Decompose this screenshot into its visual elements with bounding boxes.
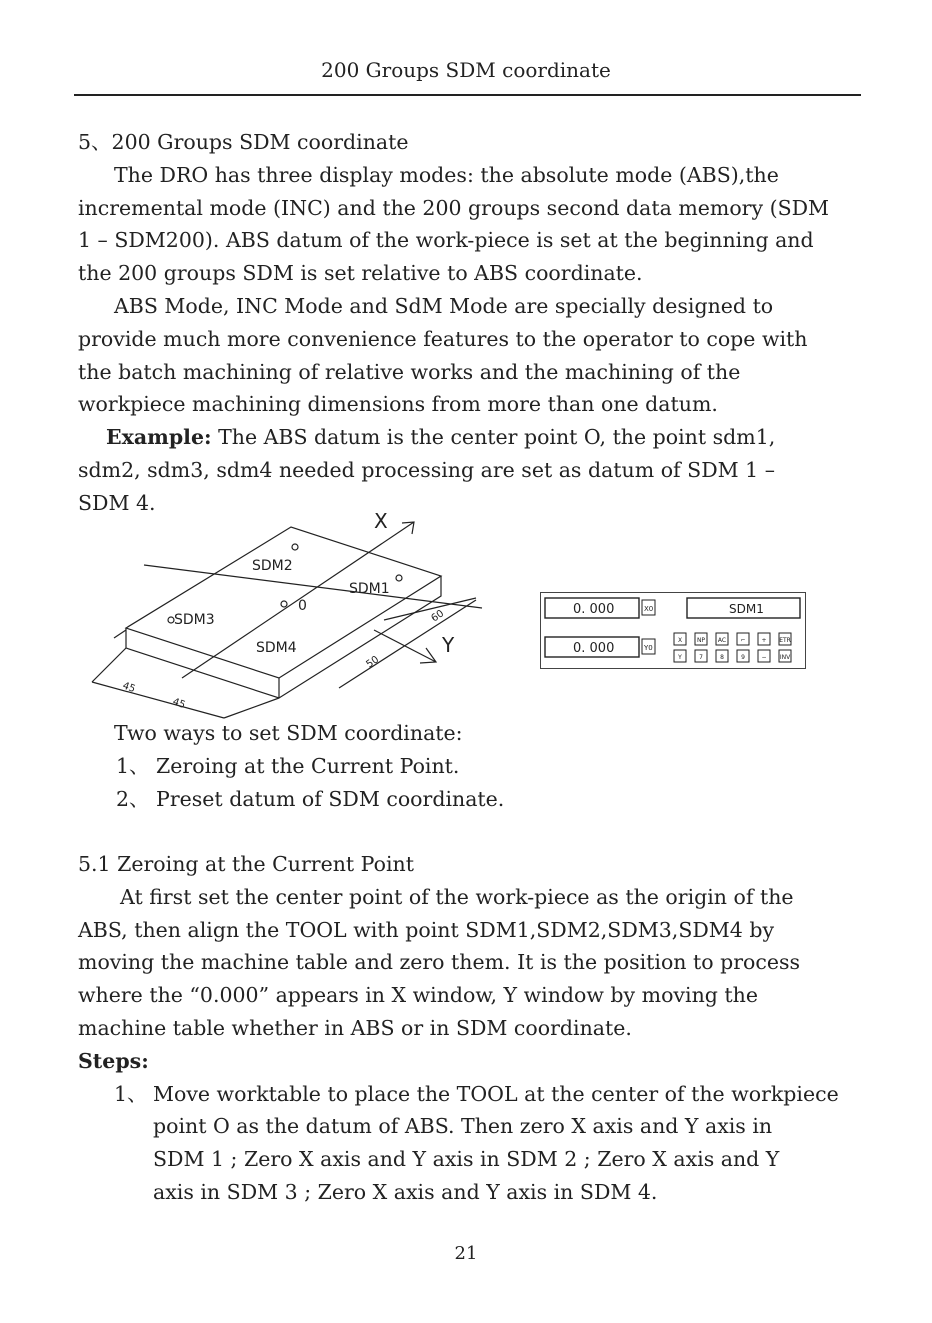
dim-label-45a: 45 <box>120 680 137 696</box>
key-label: INV <box>779 654 791 661</box>
step-text: SDM 1 ; Zero X axis and Y axis in SDM 2 ; Zero X axis and Y <box>153 1147 780 1172</box>
paragraph-line: machine table whether in ABS or in SDM coordinate. <box>78 1015 632 1040</box>
key-label: AC <box>717 637 727 644</box>
paragraph-line: where the “0.000” appears in X window, Y window by moving the <box>78 983 758 1008</box>
paragraph-line: moving the machine table and zero them. It is the position to process <box>78 950 801 975</box>
label-sdm3: SDM3 <box>174 612 215 628</box>
paragraph-line: ABS, then align the TOOL with point SDM1,SDM2,SDM3,SDM4 by <box>78 917 775 942</box>
x-axis-label: X <box>374 509 388 533</box>
label-sdm4: SDM4 <box>256 640 297 656</box>
section-heading: 5、200 Groups SDM coordinate <box>78 130 409 154</box>
ext-line <box>92 648 126 682</box>
paragraph-line: sdm2, sdm3, sdm4 needed processing are set as datum of SDM 1 – <box>78 457 775 482</box>
y-axis-arrow <box>374 630 436 662</box>
key-label: 8 <box>720 654 724 661</box>
ext-line <box>114 630 126 638</box>
step-text: point O as the datum of ABS. Then zero X axis and Y axis in <box>153 1114 773 1139</box>
example-label: Example: <box>106 425 212 450</box>
paragraph-line: ABS Mode, INC Mode and SdM Mode are specially designed to <box>114 293 774 318</box>
section-5-text <box>78 126 868 520</box>
step-text: axis in SDM 3 ; Zero X axis and Y axis in SDM 4. <box>153 1179 658 1204</box>
section-5-1-text <box>78 848 868 1209</box>
key-label: 7 <box>699 654 703 661</box>
step-text: Move worktable to place the TOOL at the center of the workpiece <box>153 1081 839 1106</box>
paragraph-line: SDM 4. <box>78 490 156 515</box>
key-label: ⌐ <box>740 637 746 644</box>
ways-list <box>78 717 868 815</box>
paragraph-line: provide much more convenience features to the operator to cope with <box>78 326 808 351</box>
step-number: 1、 <box>114 1081 148 1106</box>
key-label: ETR <box>779 637 791 644</box>
point-sdm1 <box>396 575 402 581</box>
paragraph-line: the 200 groups SDM is set relative to ABS coordinate. <box>78 261 643 286</box>
example-line <box>78 421 868 454</box>
ways-item: 1、 Zeroing at the Current Point. <box>116 753 460 778</box>
ext-line <box>224 698 279 718</box>
x-zero-key-label: X0 <box>644 605 654 613</box>
key-label: X <box>677 637 683 644</box>
dro-display-panel <box>540 592 806 669</box>
dim-line-50 <box>339 600 476 688</box>
key-label: − <box>761 654 767 661</box>
header-rule <box>74 94 861 96</box>
paragraph-line: the batch machining of relative works and the machining of the <box>78 359 741 384</box>
paragraph-line: workpiece machining dimensions from more than one datum. <box>78 392 718 417</box>
dim-label-60: 60 <box>429 608 447 625</box>
ways-intro: Two ways to set SDM coordinate: <box>114 721 463 745</box>
key-label: Y <box>678 654 682 661</box>
y-axis-label: Y <box>442 633 455 657</box>
step-1-line <box>78 1078 868 1111</box>
workpiece-side <box>126 576 441 698</box>
key-label: NP <box>696 637 706 644</box>
sdm-workpiece-diagram <box>84 500 524 725</box>
mode-display-label: SDM1 <box>729 602 764 616</box>
point-origin <box>281 601 287 607</box>
dim-line-45 <box>92 682 224 718</box>
label-sdm2: SDM2 <box>252 558 293 574</box>
paragraph-line: The DRO has three display modes: the absolute mode (ABS),the <box>114 162 779 187</box>
section-heading: 5.1 Zeroing at the Current Point <box>78 852 414 876</box>
paragraph-line: At first set the center point of the work-piece as the origin of the <box>120 884 794 909</box>
key-label: + <box>761 637 767 644</box>
paragraph-line: incremental mode (INC) and the 200 groups second data memory (SDM <box>78 195 830 220</box>
page-header: 200 Groups SDM coordinate <box>321 58 611 82</box>
key-label: 9 <box>741 654 745 661</box>
paragraph-line: 1 – SDM200). ABS datum of the work-piece is set at the beginning and <box>78 228 814 253</box>
y-zero-key-label: Y0 <box>644 644 653 652</box>
page-number: 21 <box>454 1243 478 1264</box>
x-display-value: 0. 000 <box>573 602 615 617</box>
dim-label-50: 50 <box>364 654 382 671</box>
y-display-value: 0. 000 <box>573 641 615 656</box>
point-sdm2 <box>292 544 298 550</box>
steps-label: Steps: <box>78 1048 149 1073</box>
example-text: The ABS datum is the center point O, the point sdm1, <box>211 425 776 450</box>
dim-label-45b: 45 <box>170 696 187 712</box>
label-origin: 0 <box>298 598 307 614</box>
label-sdm1: SDM1 <box>349 581 390 597</box>
ways-item: 2、 Preset datum of SDM coordinate. <box>116 786 505 811</box>
